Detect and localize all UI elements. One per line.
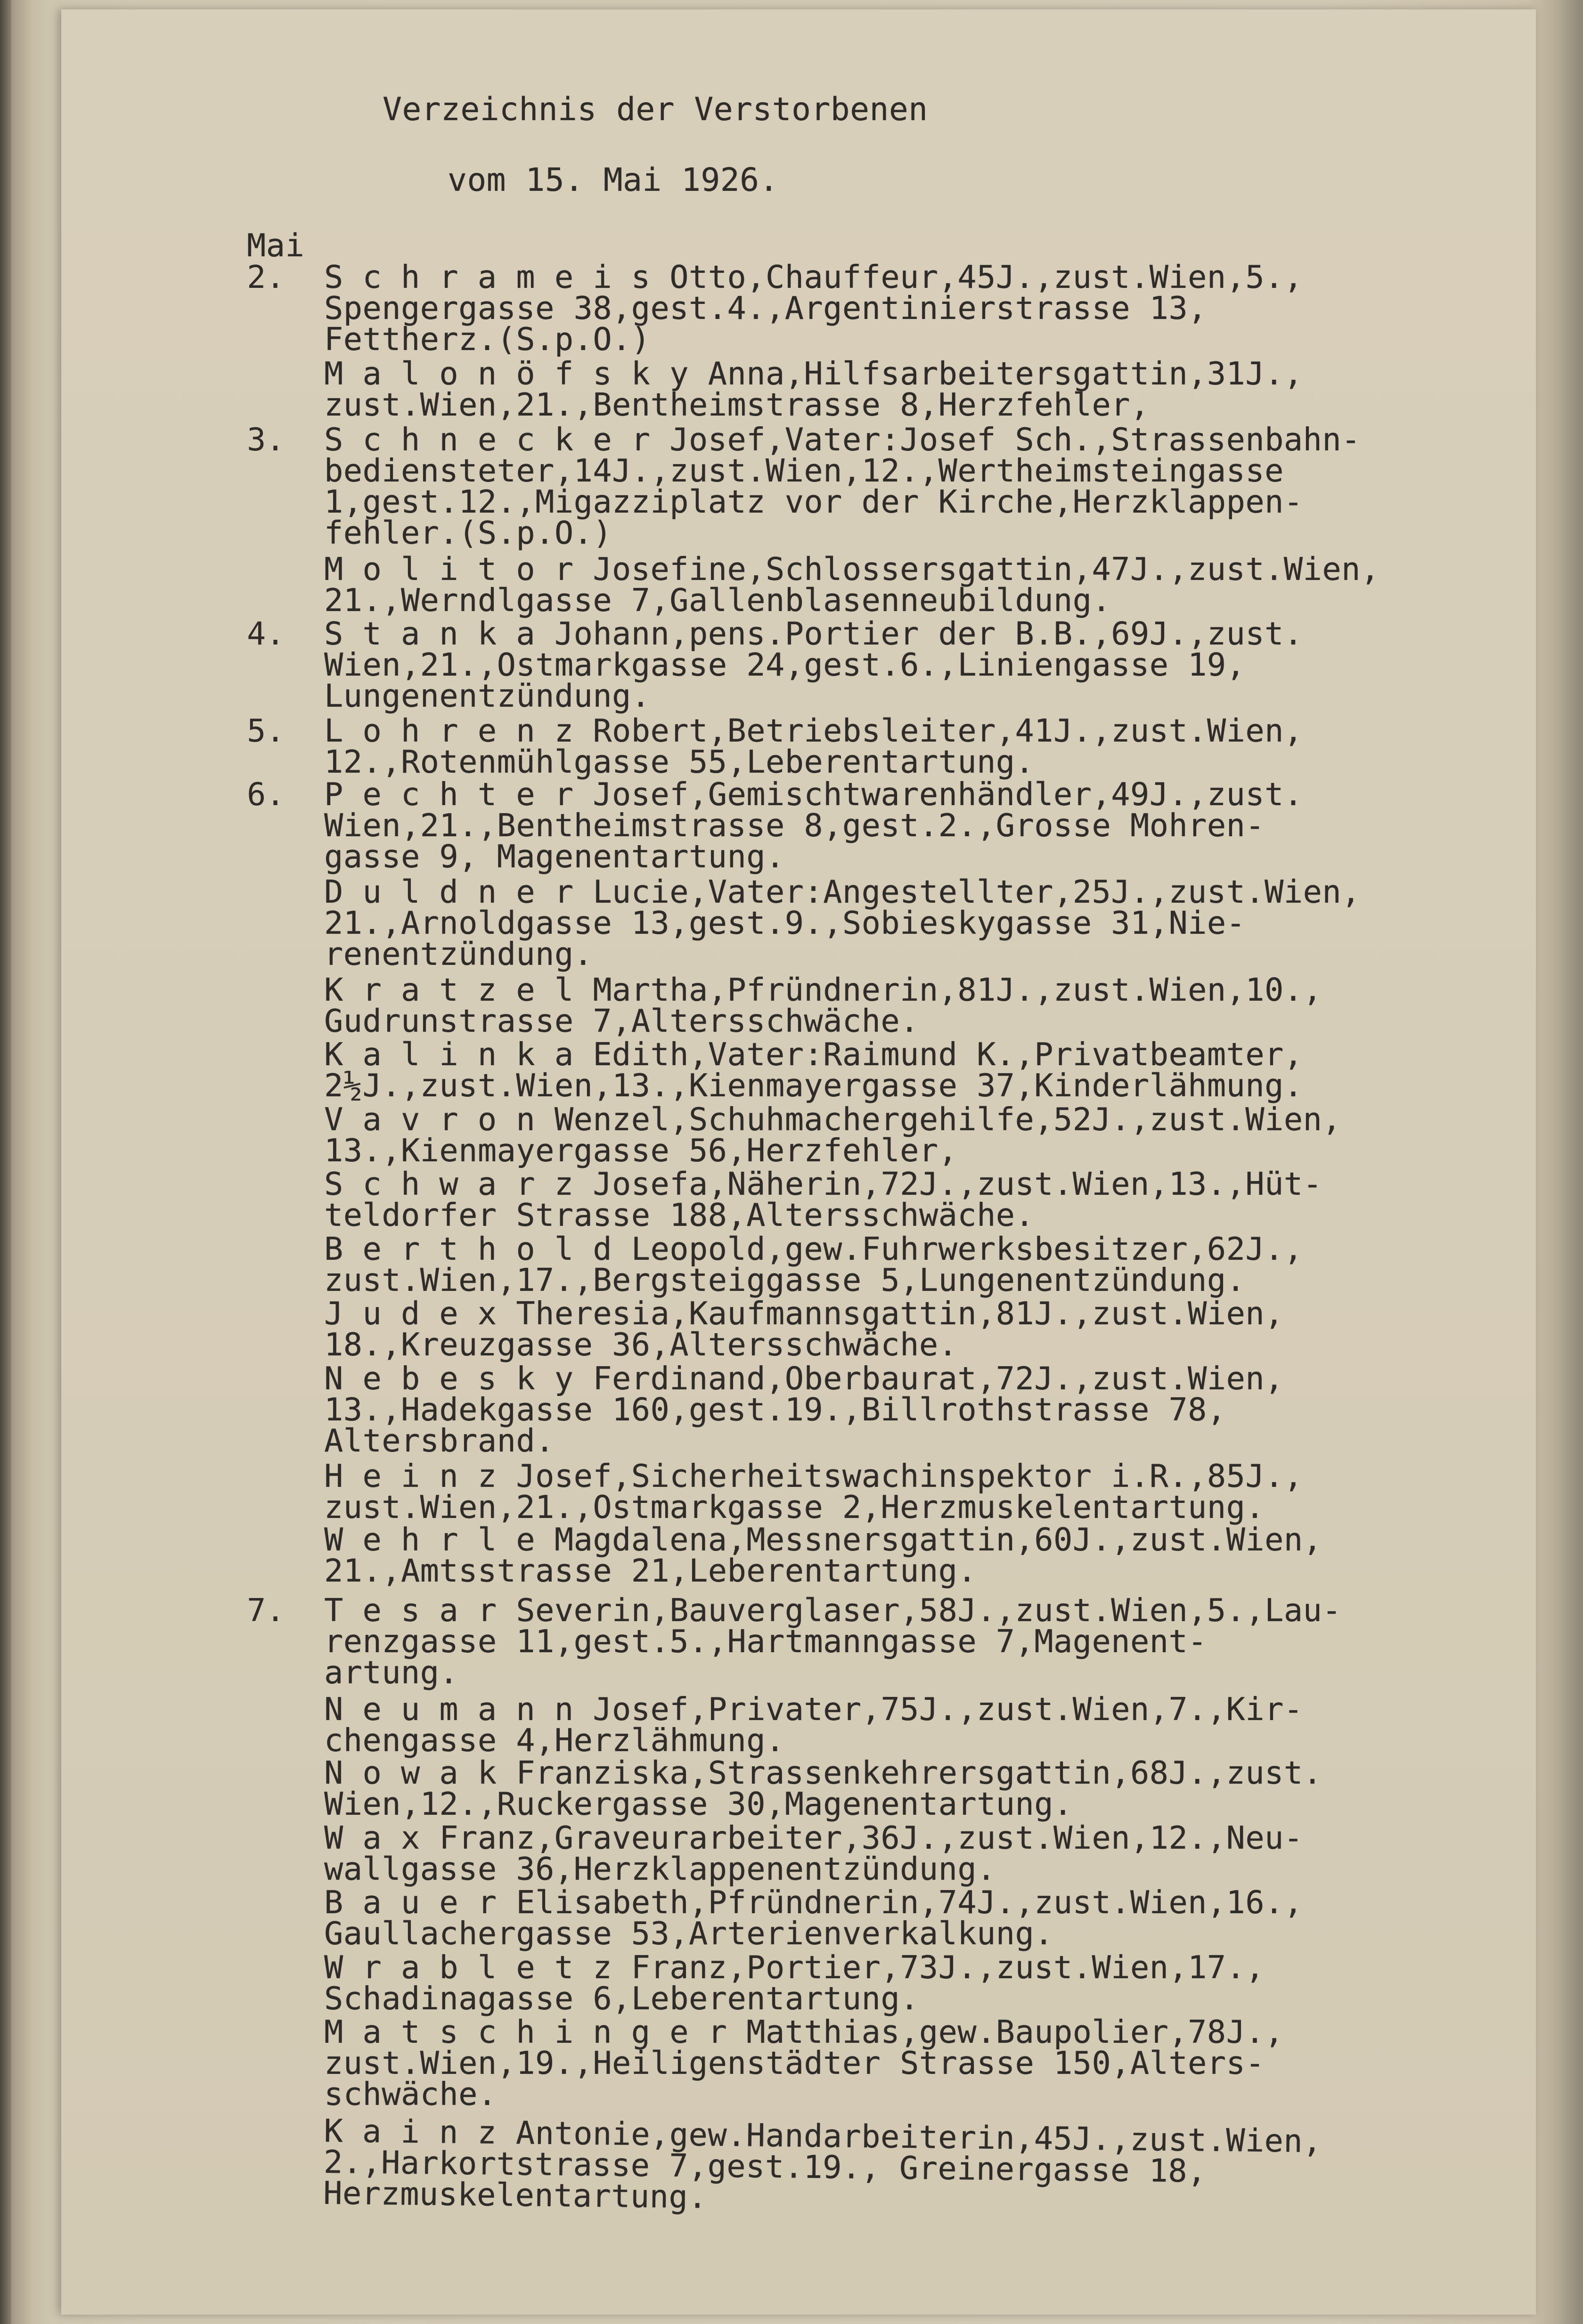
- death-entry-wehrle: W e h r l e Magdalena,Messnersgattin,60J.,zust.Wien, 21.,Amtsstrasse 21,Leberentartung.: [324, 1521, 1322, 1589]
- death-entry-vavron: V a v r o n Wenzel,Schuhmachergehilfe,52J.,zust.Wien, 13.,Kienmayergasse 56,Herzfehler,: [324, 1101, 1342, 1169]
- day-number: 2.: [247, 259, 285, 295]
- day-number: 6.: [247, 776, 285, 813]
- page-title-line-1: Verzeichnis der Verstorbenen: [383, 91, 928, 128]
- death-entry-lohrenz: L o h r e n z Robert,Betriebsleiter,41J.,zust.Wien, 12.,Rotenmühlgasse 55,Leberentartung.: [324, 712, 1303, 780]
- death-entry-kalinka: K a l i n k a Edith,Vater:Raimund K.,Privatbeamter, 2½J.,zust.Wien,13.,Kienmayergasse 37,Kinderlähmung.: [324, 1036, 1303, 1104]
- death-entry-malonofsky: M a l o n ö f s k y Anna,Hilfsarbeitersgattin,31J., zust.Wien,21.,Bentheimstrasse 8,Herzfehler,: [324, 355, 1303, 423]
- death-entry-judex: J u d e x Theresia,Kaufmannsgattin,81J.,zust.Wien, 18.,Kreuzgasse 36,Altersschwäche.: [324, 1295, 1284, 1363]
- death-entry-tesar: T e s a r Severin,Bauverglaser,58J.,zust.Wien,5.,Lau- renzgasse 11,gest.5.,Hartmanngasse 7,Magenent- artung.: [324, 1592, 1342, 1691]
- death-entry-pechter: P e c h t e r Josef,Gemischtwarenhändler,49J.,zust. Wien,21.,Bentheimstrasse 8,gest.2.,Grosse Mohren- gasse 9, Magenentartung.: [324, 776, 1303, 875]
- page-title-line-2: vom 15. Mai 1926.: [448, 162, 779, 199]
- death-entry-nebesky: N e b e s k y Ferdinand,Oberbaurat,72J.,zust.Wien, 13.,Hadekgasse 160,gest.19.,Billrothstrasse 78, Altersbrand.: [324, 1360, 1284, 1459]
- death-entry-matschinger: M a t s c h i n g e r Matthias,gew.Baupolier,78J., zust.Wien,19.,Heiligenstädter Strasse 150,Alters- schwäche.: [324, 2014, 1284, 2112]
- day-number: 7.: [247, 1592, 285, 1629]
- death-entry-schnecker: S c h n e c k e r Josef,Vater:Josef Sch.,Strassenbahn- bediensteter,14J.,zust.Wien,12.,Wertheimsteingasse 1,gest.12.,Migazziplatz vor der Kirche,Herzklappen- fehler.(S.p.O.): [324, 421, 1361, 551]
- death-entry-wax: W a x Franz,Graveurarbeiter,36J.,zust.Wien,12.,Neu- wallgasse 36,Herzklappenentzündung.: [324, 1819, 1303, 1887]
- death-entry-bauer: B a u e r Elisabeth,Pfründnerin,74J.,zust.Wien,16., Gaullachergasse 53,Arterienverkalkung.: [324, 1884, 1303, 1952]
- death-entry-stanka: S t a n k a Johann,pens.Portier der B.B.,69J.,zust. Wien,21.,Ostmarkgasse 24,gest.6.,Liniengasse 19, Lungenentzündung.: [324, 615, 1303, 714]
- death-entry-heinz: H e i n z Josef,Sicherheitswachinspektor i.R.,85J., zust.Wien,21.,Ostmarkgasse 2,Herzmuskelentartung.: [324, 1458, 1303, 1525]
- death-entry-schwarz: S c h w a r z Josefa,Näherin,72J.,zust.Wien,13.,Hüt- teldorfer Strasse 188,Altersschwäche.: [324, 1166, 1322, 1233]
- day-number: 3.: [247, 421, 285, 458]
- death-entry-berthold: B e r t h o l d Leopold,gew.Fuhrwerksbesitzer,62J., zust.Wien,17.,Bergsteiggasse 5,Lungenentzündung.: [324, 1231, 1303, 1298]
- month-label: Mai: [247, 227, 305, 264]
- death-entry-schrameis: S c h r a m e i s Otto,Chauffeur,45J.,zust.Wien,5., Spengergasse 38,gest.4.,Argentinierstrasse 13, Fettherz.(S.p.O.): [324, 259, 1303, 358]
- death-entry-kratzel: K r a t z e l Martha,Pfründnerin,81J.,zust.Wien,10., Gudrunstrasse 7,Altersschwäche.: [324, 971, 1322, 1039]
- death-entry-molitor: M o l i t o r Josefine,Schlossersgattin,47J.,zust.Wien, 21.,Werndlgasse 7,Gallenblasenneubildung.: [324, 551, 1380, 619]
- death-entry-duldner: D u l d n e r Lucie,Vater:Angestellter,25J.,zust.Wien, 21.,Arnoldgasse 13,gest.9.,Sobieskygasse 31,Nie- renentzündung.: [324, 873, 1361, 972]
- death-entry-nowak: N o w a k Franziska,Strassenkehrersgattin,68J.,zust. Wien,12.,Ruckergasse 30,Magenentartung.: [324, 1754, 1322, 1822]
- death-entry-kainz: K a i n z Antonie,gew.Handarbeiterin,45J.,zust.Wien, 2.,Harkortstrasse 7,gest.19., Greinergasse 18, Herzmuskelentartung.: [323, 2112, 1322, 2216]
- book-spine: [0, 0, 11, 2324]
- death-entry-wrabletz: W r a b l e t z Franz,Portier,73J.,zust.Wien,17., Schadinagasse 6,Leberentartung.: [324, 1949, 1265, 2017]
- death-entry-neumann: N e u m a n n Josef,Privater,75J.,zust.Wien,7.,Kir- chengasse 4,Herzlähmung.: [324, 1691, 1303, 1759]
- day-number: 5.: [247, 712, 285, 749]
- day-number: 4.: [247, 615, 285, 652]
